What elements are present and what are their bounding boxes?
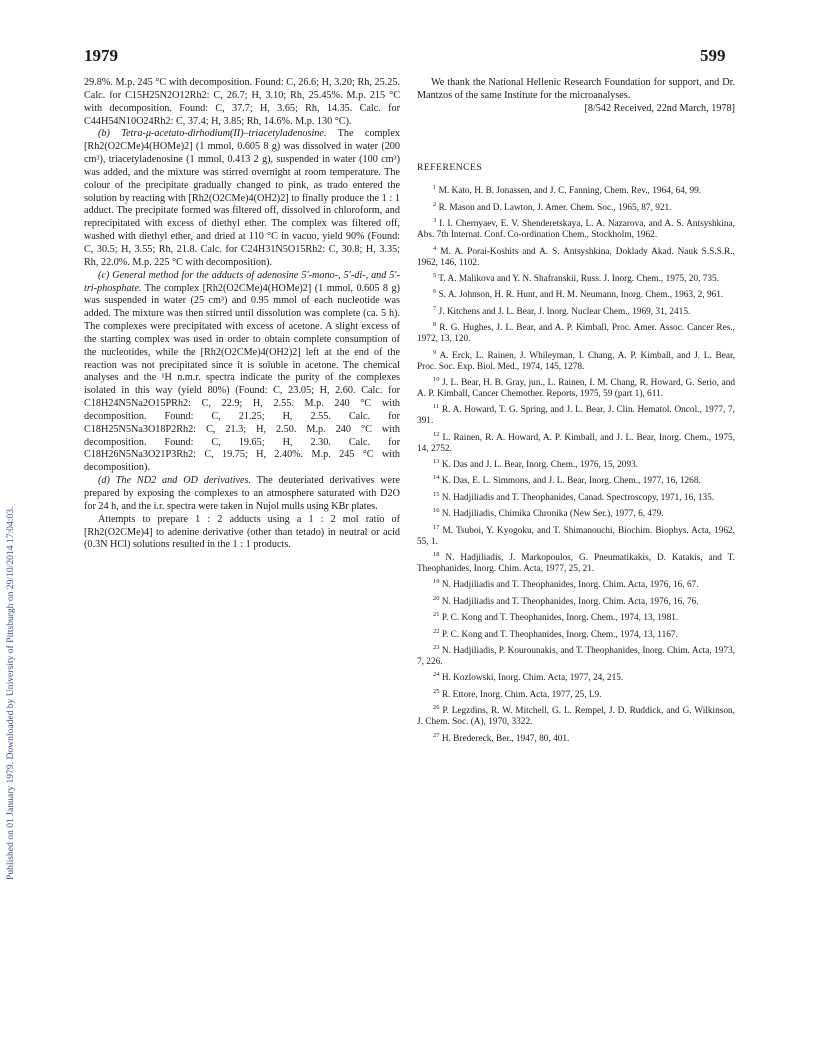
reference-text: P. C. Kong and T. Theophanides, Inorg. Chem., 1974, 13, 1981. <box>439 613 679 624</box>
reference-item <box>417 472 735 487</box>
reference-number: 17 <box>433 523 440 531</box>
procedure-c <box>84 270 400 476</box>
reference-number: 13 <box>433 458 440 466</box>
reference-text: P. Legzdins, R. W. Mitchell, G. L. Rempel, J. D. Ruddick, and G. Wilkinson, J. Chem. Soc. (A), 1970, 3322. <box>417 706 735 728</box>
reference-number: 3 <box>433 217 437 225</box>
reference-number: 16 <box>433 507 440 515</box>
reference-text: H. Bredereck, Ber., 1947, 80, 401. <box>439 733 570 744</box>
reference-number: 26 <box>433 704 440 712</box>
reference-item <box>417 522 735 548</box>
reference-item <box>417 669 735 684</box>
reference-item <box>417 199 735 214</box>
reference-item <box>417 215 735 241</box>
reference-text: N. Hadjiliadis, J. Markopoulos, G. Pneumatikakis, D. Katakis, and T. Theophanides, Inorg. Chim. Acta, 1977, 25, 21. <box>417 553 735 575</box>
reference-text: N. Hadjiliadis and T. Theophanides, Canad. Spectroscopy, 1971, 16, 135. <box>439 492 715 503</box>
reference-item <box>417 456 735 471</box>
procedure-b <box>84 128 400 269</box>
reference-item <box>417 576 735 591</box>
reference-text: T. A. Malikova and Y. N. Shafranskii, Russ. J. Inorg. Chem., 1975, 20, 735. <box>436 274 720 285</box>
procedure-b-body: The complex [Rh2(O2CMe)4(HOMe)2] (1 mmol, 0.605 8 g) was dissolved in water (200 cm³), triacetyladenosine (1 mmol, 0.413 2 g), suspended in water (100 cm³) was added, and the mixture was stirred overnight at room temperature. The colour of the precipitate gradually changed to pink, as trado entered the solution by reacting with [Rh2(O2CMe)4(OH2)2] to finally produce the 1 : 1 adduct. The precipitate formed was filtered off, dissolved in chloroform, and reprecipitated with excess of diethyl ether. The complex was filtered off, washed with diethyl ether, and dried at 110 °C in vacuo, yield 90% (Found: C, 30.5; H, 3.55; Rh, 21.8. Calc. for C24H31N5O15Rh2: C, 30.8; H, 3.35; Rh, 22.0%. M.p. 225 °C with decomposition). <box>84 128 400 268</box>
reference-number: 20 <box>433 594 440 602</box>
right-column <box>417 77 735 746</box>
reference-text: N. Hadjiliadis and T. Theophanides, Inorg. Chim. Acta, 1976, 16, 67. <box>439 580 699 591</box>
reference-text: R. A. Howard, T. G. Spring, and J. L. Bear, J. Clin. Hematol. Oncol., 1977, 7, 391. <box>417 405 735 427</box>
reference-item <box>417 374 735 400</box>
reference-text: N. Hadjiliadis and T. Theophanides, Inorg. Chim. Acta, 1976, 16, 76. <box>439 596 699 607</box>
reference-number: 18 <box>433 551 440 559</box>
reference-text: J. Kitchens and J. L. Bear, J. Inorg. Nuclear Chem., 1969, 31, 2415. <box>436 306 691 317</box>
procedure-c-title: (c) General method for the adducts of adenosine 5′-mono-, 5′-di-, and 5′-tri-phosphate. <box>84 269 400 294</box>
procedure-d-title: (d) The ND2 and OD derivatives. <box>98 475 252 487</box>
reference-text: R. G. Hughes, J. L. Bear, and A. P. Kimball, Proc. Amer. Assoc. Cancer Res., 1972, 13, 120. <box>417 323 735 345</box>
reference-number: 5 <box>433 271 437 279</box>
reference-item <box>417 642 735 668</box>
procedure-d <box>84 475 400 514</box>
reference-number: 6 <box>433 288 437 296</box>
reference-text: R. Ettore, Inorg. Chim. Acta, 1977, 25, L9. <box>439 689 602 700</box>
reference-item <box>417 401 735 427</box>
reference-number: 19 <box>433 578 440 586</box>
analysis-paragraph: 29.8%. M.p. 245 °C with decomposition. Found: C, 26.6; H, 3.20; Rh, 25.25. Calc. for C15H25N2O12Rh2: C, 26.7; H, 3.10; Rh, 25.45%. M.p. 215 °C with decomposition. Found: C, 37.7; H, 3.65; Rh, 14.35. Calc. for C44H54N10O24Rh2: C, 37.4; H, 3.85; Rh, 14.6%. M.p. 130 °C). <box>84 77 400 127</box>
reference-number: 4 <box>433 244 437 252</box>
reference-text: I. I. Chernyaev, E. V. Shenderetskaya, L. A. Nazarova, and A. S. Antsyshkina, Abs. 7th Internat. Conf. Co-ordination Chem., Stockholm, 1962. <box>417 219 735 241</box>
reference-number: 7 <box>433 304 437 312</box>
reference-item <box>417 549 735 575</box>
reference-item <box>417 347 735 373</box>
reference-text: K. Das, E. L. Simmons, and J. L. Bear, Inorg. Chem., 1977, 16, 1268. <box>439 476 701 487</box>
reference-item <box>417 730 735 745</box>
download-notice-text: Published on 01 January 1979. Downloaded by University of Pittsburgh on 29/10/2014 17:04:03. <box>5 506 16 880</box>
reference-number: 9 <box>433 348 437 356</box>
page-number: 599 <box>700 46 726 65</box>
reference-item <box>417 319 735 345</box>
reference-item <box>417 429 735 455</box>
reference-number: 25 <box>433 687 440 695</box>
left-column <box>84 77 400 552</box>
reference-text: J. L. Bear, H. B. Gray, jun., L. Rainen, I. M. Chang, R. Howard, G. Serio, and A. P. Kimball, Cancer Chemother. Reports, 1975, 59 (part 1), 611. <box>417 377 735 399</box>
reference-number: 21 <box>433 611 440 619</box>
reference-number: 10 <box>433 375 440 383</box>
reference-number: 11 <box>433 403 440 411</box>
reference-number: 22 <box>433 627 440 635</box>
download-notice <box>4 190 18 880</box>
reference-number: 27 <box>433 731 440 739</box>
reference-item <box>417 243 735 269</box>
reference-list <box>417 182 735 744</box>
reference-text: K. Das and J. L. Bear, Inorg. Chem., 1976, 15, 2093. <box>439 460 639 471</box>
procedure-c-body: The complex [Rh2(O2CMe)4(HOMe)2] (1 mmol, 0.605 8 g) was suspended in water (25 cm³) and 0.95 mmol of each nucleotide was added. The mixture was then stirred until dissolution was complete (ca. 5 h). The complexes were precipitated with excess of acetone. A slight excess of the starting complex was used in order to obtain complete consumption of the nucleotides, while the [Rh2(O2CMe)4(OH2)2] left at the end of the reaction was not precipitated since it is soluble in acetone. The chemical analyses and the ¹H n.m.r. spectra indicate the purity of the complexes isolated in this way (yield 80%) (Found: C, 23.05; H, 2.60. Calc. for C18H24N5Na2O15PRh2: C, 22.9; H, 2.55. M.p. 240 °C with decomposition. Found: C, 21.25; H, 2.55. Calc. for C18H25N5Na3O18P2Rh2: C, 21.3; H, 2.50. M.p. 240 °C with decomposition. Found: C, 19.65; H, 2.30. Calc. for C18H26N5Na3O21P3Rh2: C, 19.75; H, 2.40%. M.p. 245 °C with decomposition). <box>84 282 400 474</box>
reference-text: S. A. Johnson, H. R. Hunt, and H. M. Neumann, Inorg. Chem., 1963, 2, 961. <box>436 290 724 301</box>
reference-item <box>417 182 735 197</box>
procedure-d-body: The deuteriated derivatives were prepared by exposing the complexes to an atmosphere saturated with D2O for 24 h, and the i.r. spectra were taken in Nujol mulls using KBr plates. <box>84 475 400 512</box>
reference-text: N. Hadjiliadis, P. Kourounakis, and T. Theophanides, Inorg. Chim. Acta, 1973, 7, 226. <box>417 646 735 668</box>
reference-number: 2 <box>433 200 437 208</box>
reference-text: A. Erck, L. Rainen, J. Whileyman, I. Chang, A. P. Kimball, and J. L. Bear, Proc. Soc. Exp. Biol. Med., 1974, 145, 1278. <box>417 350 735 372</box>
reference-text: M. Tsuboi, Y. Kyogoku, and T. Shimanouchi, Biochim. Biophys. Acta, 1962, 55, 1. <box>417 525 735 547</box>
reference-item <box>417 303 735 318</box>
reference-text: N. Hadjiliadis, Chimika Chronika (New Ser.), 1977, 6, 479. <box>439 509 664 520</box>
reference-item <box>417 489 735 504</box>
page-year: 1979 <box>84 46 118 65</box>
acknowledgement: We thank the National Hellenic Research Foundation for support, and Dr. Mantzos of the same Institute for the microanalyses. <box>417 77 735 101</box>
reference-item <box>417 270 735 285</box>
reference-text: M. Kato, H. B. Jonassen, and J. C. Fanning, Chem. Rev., 1964, 64, 99. <box>436 186 702 197</box>
reference-number: 14 <box>433 474 440 482</box>
reference-number: 24 <box>433 671 440 679</box>
reference-number: 15 <box>433 490 440 498</box>
reference-item <box>417 686 735 701</box>
references-heading: REFERENCES <box>417 161 483 173</box>
reference-item <box>417 505 735 520</box>
reference-number: 1 <box>433 184 437 192</box>
reference-number: 12 <box>433 430 440 438</box>
closing-paragraph: Attempts to prepare 1 : 2 adducts using a 1 : 2 mol ratio of [Rh2(O2CMe)4] to adenine derivative (other than tetado) in neutral or acid (0.3N HCl) solutions resulted in the 1 : 1 products. <box>84 513 400 551</box>
reference-text: P. C. Kong and T. Theophanides, Inorg. Chem., 1974, 13, 1167. <box>439 629 678 640</box>
reference-item <box>417 609 735 624</box>
reference-text: R. Mason and D. Lawton, J. Amer. Chem. Soc., 1965, 87, 921. <box>436 202 672 213</box>
reference-number: 8 <box>433 321 437 329</box>
paper-id: [8/542 Received, 22nd March, 1978] <box>584 102 735 114</box>
reference-item <box>417 593 735 608</box>
reference-item <box>417 286 735 301</box>
reference-item <box>417 626 735 641</box>
reference-text: L. Rainen, R. A. Howard, A. P. Kimball, and J. L. Bear, Inorg. Chem., 1975, 14, 2752. <box>417 432 735 454</box>
procedure-b-title: (b) Tetra-μ-acetato-dirhodium(II)–triacetyladenosine. <box>98 128 327 140</box>
reference-number: 23 <box>433 643 440 651</box>
reference-text: H. Kozlowski, Inorg. Chim. Acta, 1977, 24, 215. <box>439 673 624 684</box>
reference-item <box>417 702 735 728</box>
reference-text: M. A. Porai-Koshits and A. S. Antsyshkina, Doklady Akad. Nauk S.S.S.R., 1962, 146, 1102. <box>417 246 735 268</box>
